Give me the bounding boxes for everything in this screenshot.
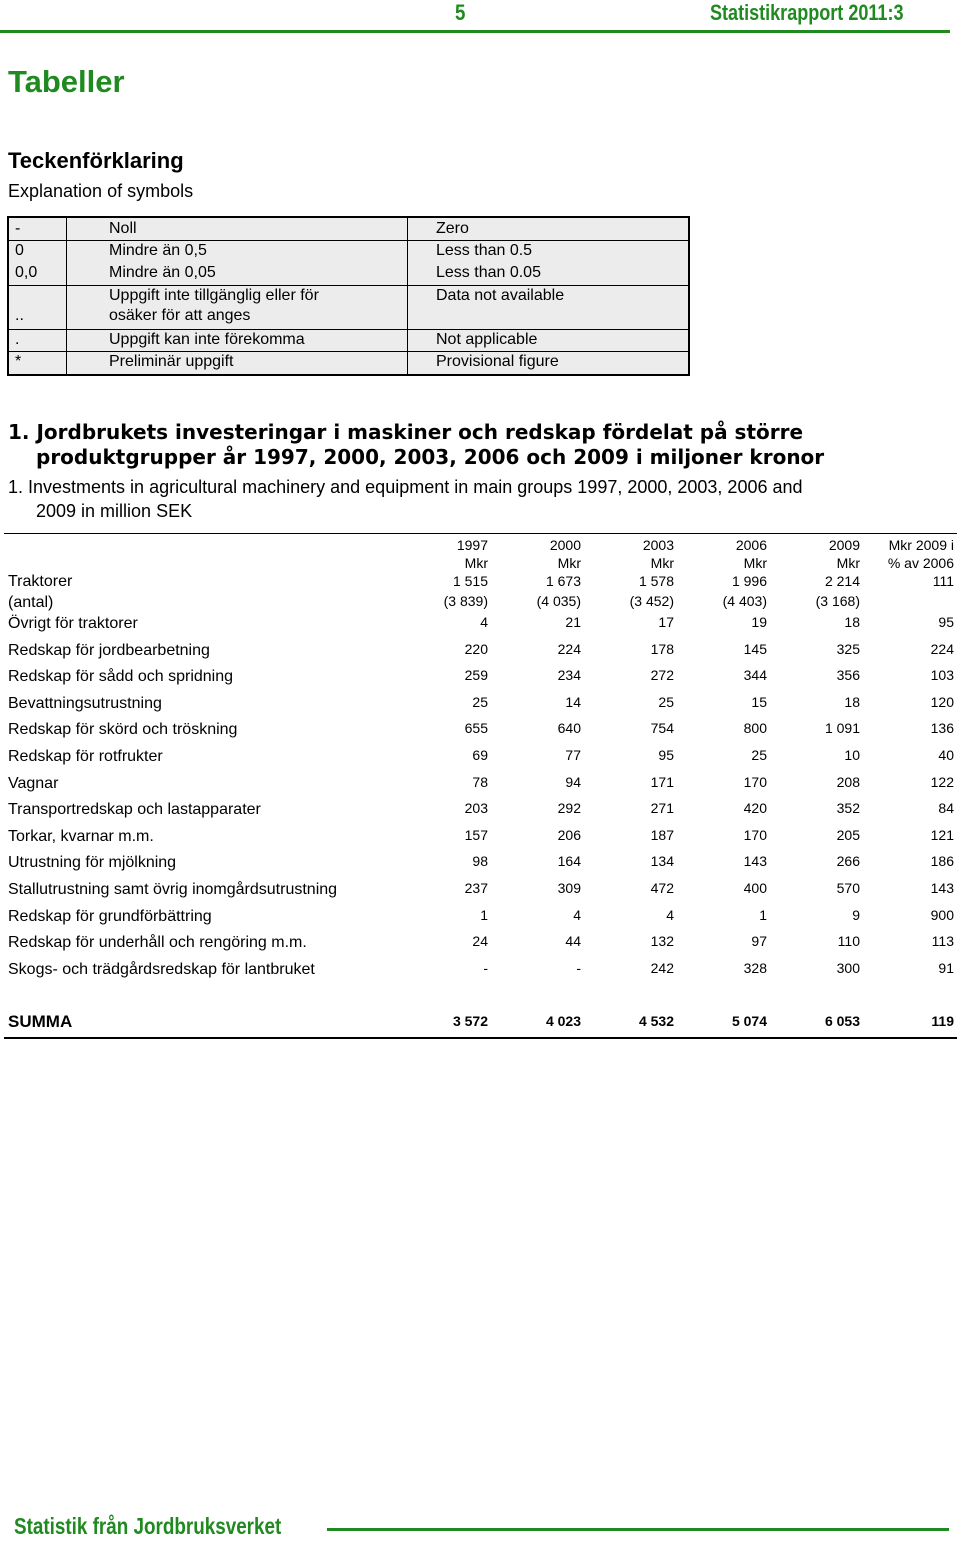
table-top-rule: [4, 533, 957, 534]
table-cell: 640: [557, 720, 581, 736]
legend-divider: [66, 352, 67, 374]
table-cell: 1 578: [638, 573, 674, 589]
legend-symbol: -: [15, 220, 21, 237]
table-cell: 95: [938, 614, 954, 630]
table-cell: 145: [743, 641, 767, 657]
table-bottom-rule: [4, 1037, 957, 1039]
legend-divider: [407, 352, 408, 374]
legend-heading: Teckenförklaring: [8, 148, 184, 173]
footer-rule: [327, 1528, 949, 1531]
column-header-unit: Mkr: [557, 555, 581, 571]
table-title-sv: [8, 420, 938, 470]
table-cell-count: (3 452): [629, 593, 674, 609]
row-label-antal: (antal): [8, 594, 54, 611]
legend-sv: Mindre än 0,5: [109, 242, 207, 259]
legend-symbol: ..: [15, 307, 24, 324]
row-label: Stallutrustning samt övrig inomgårdsutrustning: [8, 881, 338, 898]
table-cell: 103: [930, 667, 954, 683]
table-cell: 98: [472, 853, 488, 869]
table-cell: 171: [650, 774, 674, 790]
row-label-summa: SUMMA: [8, 1012, 73, 1031]
table-cell: 344: [743, 667, 767, 683]
table-cell: 44: [565, 933, 581, 949]
table-cell: 292: [557, 800, 581, 816]
legend-subheading: Explanation of symbols: [8, 181, 194, 201]
table-cell: 120: [930, 694, 954, 710]
table-cell: 266: [836, 853, 860, 869]
column-header-2000: [501, 536, 581, 572]
summa-cell: 4 023: [545, 1013, 581, 1029]
legend-divider: [66, 241, 67, 285]
table-cell: 224: [557, 641, 581, 657]
table-cell: 237: [464, 880, 488, 896]
column-header-unit: Mkr: [743, 555, 767, 571]
legend-en: Not applicable: [436, 331, 538, 348]
legend-divider: [66, 330, 67, 351]
header-rule: [0, 30, 950, 33]
table-cell: 271: [650, 800, 674, 816]
column-header-2006: [687, 536, 767, 572]
table-cell: 178: [650, 641, 674, 657]
legend-en: Provisional figure: [436, 353, 559, 370]
legend-sv: Preliminär uppgift: [109, 353, 234, 370]
table-cell: 208: [836, 774, 860, 790]
table-cell: 400: [743, 880, 767, 896]
legend-divider: [407, 330, 408, 351]
column-header-year: 2000: [549, 537, 581, 553]
legend-symbol: 0,0: [15, 264, 38, 281]
table-cell: 95: [658, 747, 674, 763]
table-cell: 69: [472, 747, 488, 763]
table-cell: 170: [743, 827, 767, 843]
table-cell: 136: [930, 720, 954, 736]
legend-row: [9, 240, 688, 285]
column-header-unit: Mkr: [464, 555, 488, 571]
table-cell: 1 673: [545, 573, 581, 589]
table-cell: 300: [836, 960, 860, 976]
row-label: Övrigt för traktorer: [8, 615, 138, 632]
table-cell: 259: [464, 667, 488, 683]
table-cell: 40: [938, 747, 954, 763]
row-label: Redskap för sådd och spridning: [8, 668, 234, 685]
legend-symbol: 0: [15, 242, 24, 259]
table-cell-count: (3 839): [443, 593, 488, 609]
column-header-unit: Mkr: [650, 555, 674, 571]
column-header-1997: [408, 536, 488, 572]
table-cell: 18: [844, 614, 860, 630]
table-title-en-line1: 1. Investments in agricultural machinery and equipment in main groups 1997, 2000, 2003, 2006 and: [8, 477, 803, 497]
table-cell: 754: [650, 720, 674, 736]
table-cell: 157: [464, 827, 488, 843]
table-cell: 206: [557, 827, 581, 843]
column-header-year: 2006: [735, 537, 767, 553]
table-cell: 1 515: [452, 573, 488, 589]
table-cell: 25: [751, 747, 767, 763]
table-title-en-line2: 2009 in million SEK: [36, 501, 193, 521]
table-cell: 78: [472, 774, 488, 790]
table-cell: 1: [759, 907, 767, 923]
legend-symbol: *: [15, 353, 22, 370]
table-cell: 19: [751, 614, 767, 630]
table-cell: 234: [557, 667, 581, 683]
table-cell: 352: [836, 800, 860, 816]
table-cell: 110: [837, 933, 860, 949]
row-label: Utrustning för mjölkning: [8, 854, 177, 871]
row-label: Skogs- och trädgårdsredskap för lantbruket: [8, 961, 315, 978]
table-cell: 122: [930, 774, 954, 790]
row-label-traktorer: Traktorer: [8, 573, 73, 590]
table-cell: 143: [743, 853, 767, 869]
column-header-year: 2003: [642, 537, 674, 553]
table-cell-count: (3 168): [815, 593, 860, 609]
legend-en: Less than 0.5: [436, 242, 533, 259]
summa-cell: 4 532: [638, 1013, 674, 1029]
table-cell: 900: [930, 907, 954, 923]
table-cell: 14: [565, 694, 581, 710]
row-label: Vagnar: [8, 775, 59, 792]
table-cell: 91: [938, 960, 954, 976]
legend-divider: [407, 241, 408, 285]
table-title-sv-line2: produktgrupper år 1997, 2000, 2003, 2006 och 2009 i miljoner kronor: [36, 445, 825, 469]
table-cell: 186: [930, 853, 954, 869]
table-cell: 1 996: [731, 573, 767, 589]
table-cell: 113: [931, 933, 954, 949]
table-cell: 121: [930, 827, 954, 843]
table-cell: 420: [743, 800, 767, 816]
table-cell: -: [576, 960, 581, 976]
table-cell: 1: [480, 907, 488, 923]
table-cell: 24: [472, 933, 488, 949]
table-cell: 94: [565, 774, 581, 790]
column-header-line2: % av 2006: [887, 555, 954, 571]
column-header-2009: [780, 536, 860, 572]
table-cell: 655: [464, 720, 488, 736]
legend-row: [9, 329, 688, 351]
table-cell: 15: [751, 694, 767, 710]
table-cell: 356: [836, 667, 860, 683]
table-cell: 143: [930, 880, 954, 896]
legend-sv: Mindre än 0,05: [109, 264, 216, 281]
table-cell: 328: [743, 960, 767, 976]
legend-table: [7, 216, 690, 376]
row-label: Redskap för skörd och tröskning: [8, 721, 238, 738]
row-label: Torkar, kvarnar m.m.: [8, 828, 154, 845]
table-cell: 25: [472, 694, 488, 710]
table-cell: 4: [573, 907, 581, 923]
table-cell: -: [483, 960, 488, 976]
summa-cell: 119: [931, 1013, 954, 1029]
legend-divider: [407, 286, 408, 329]
column-header-2003: [594, 536, 674, 572]
row-label: Redskap för rotfrukter: [8, 748, 163, 765]
table-cell: 134: [650, 853, 674, 869]
legend-sv: Uppgift kan inte förekomma: [109, 331, 305, 348]
summa-cell: 5 074: [731, 1013, 767, 1029]
legend-sv: osäker för att anges: [109, 307, 251, 324]
page-number: 5: [455, 0, 466, 25]
table-cell: 25: [658, 694, 674, 710]
table-cell: 1 091: [824, 720, 860, 736]
row-label: Bevattningsutrustning: [8, 695, 162, 712]
table-cell: 84: [938, 800, 954, 816]
table-cell: 570: [836, 880, 860, 896]
table-cell: 187: [650, 827, 674, 843]
table-cell: 10: [844, 747, 860, 763]
table-cell-count: (4 403): [722, 593, 767, 609]
column-header-percent: [860, 536, 954, 572]
report-title: Statistikrapport 2011:3: [710, 0, 904, 25]
table-cell: 111: [932, 573, 954, 589]
table-cell: 272: [650, 667, 674, 683]
table-title-sv-line1: 1. Jordbrukets investeringar i maskiner och redskap fördelat på större: [8, 420, 804, 444]
table-cell: 2 214: [824, 573, 860, 589]
footer-text: Statistik från Jordbruksverket: [14, 1513, 282, 1539]
row-label: Redskap för underhåll och rengöring m.m.: [8, 934, 307, 951]
legend-sv: Noll: [109, 220, 137, 237]
legend-en: Less than 0.05: [436, 264, 541, 281]
table-cell: 17: [658, 614, 674, 630]
table-cell: 309: [557, 880, 581, 896]
legend-row: [9, 285, 688, 329]
table-cell: 97: [751, 933, 767, 949]
table-cell: 9: [852, 907, 860, 923]
table-cell: 224: [930, 641, 954, 657]
legend-row: [9, 218, 688, 240]
legend-en: Zero: [436, 220, 469, 237]
legend-divider: [66, 218, 67, 240]
legend-symbol: .: [15, 331, 20, 348]
column-header-year: 1997: [456, 537, 488, 553]
column-header-line1: Mkr 2009 i: [888, 537, 954, 553]
table-title-en: [8, 475, 938, 523]
row-label: Redskap för jordbearbetning: [8, 642, 210, 659]
table-cell: 21: [565, 614, 581, 630]
table-cell: 472: [650, 880, 674, 896]
table-cell: 220: [464, 641, 488, 657]
legend-divider: [407, 218, 408, 240]
table-cell: 4: [666, 907, 674, 923]
legend-row: [9, 351, 688, 374]
summa-cell: 3 572: [452, 1013, 488, 1029]
table-cell: 325: [836, 641, 860, 657]
table-cell: 205: [836, 827, 860, 843]
column-header-unit: Mkr: [836, 555, 860, 571]
table-cell: 77: [565, 747, 581, 763]
table-cell: 800: [743, 720, 767, 736]
table-cell-count: (4 035): [536, 593, 581, 609]
legend-sv: Uppgift inte tillgänglig eller för: [109, 287, 319, 304]
column-header-year: 2009: [828, 537, 860, 553]
table-cell: 18: [844, 694, 860, 710]
table-cell: 132: [650, 933, 674, 949]
legend-divider: [66, 286, 67, 329]
section-title: Tabeller: [8, 64, 125, 99]
row-label: Redskap för grundförbättring: [8, 908, 212, 925]
table-cell: 4: [480, 614, 488, 630]
table-cell: 242: [650, 960, 674, 976]
table-cell: 164: [557, 853, 581, 869]
table-cell: 203: [464, 800, 488, 816]
row-label: Transportredskap och lastapparater: [8, 801, 261, 818]
summa-cell: 6 053: [824, 1013, 860, 1029]
legend-en: Data not available: [436, 287, 565, 304]
table-cell: 170: [743, 774, 767, 790]
